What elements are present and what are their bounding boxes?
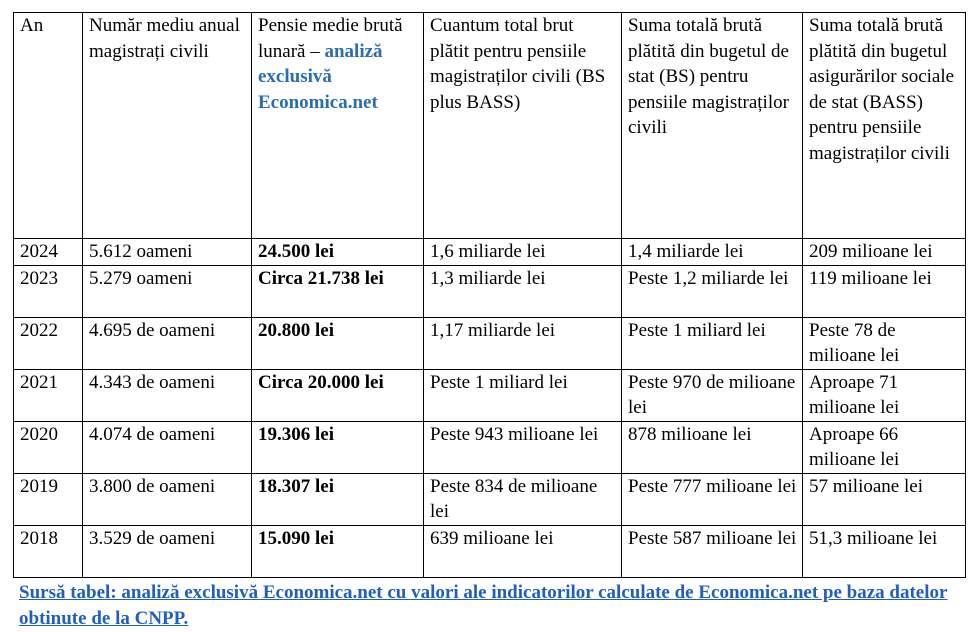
cell-social-insurance-budget: Aproape 66 milioane lei bbox=[803, 421, 966, 473]
cell-state-budget: Peste 1,2 miliarde lei bbox=[622, 265, 803, 317]
cell-year: 2018 bbox=[14, 525, 83, 577]
cell-average-pension: Circa 21.738 lei bbox=[252, 265, 424, 317]
table-header-row bbox=[14, 13, 966, 239]
table-row bbox=[14, 525, 966, 577]
cell-total-gross: 1,3 miliarde lei bbox=[424, 265, 622, 317]
cell-year: 2022 bbox=[14, 317, 83, 369]
cell-magistrates-count: 3.529 de oameni bbox=[83, 525, 252, 577]
header-social-insurance-budget bbox=[803, 13, 966, 239]
cell-average-pension: 18.307 lei bbox=[252, 473, 424, 525]
header-average-pension-accent: analiză exclusivă Economica.net bbox=[258, 40, 383, 113]
cell-year: 2024 bbox=[14, 239, 83, 266]
cell-social-insurance-budget: 57 milioane lei bbox=[803, 473, 966, 525]
header-magistrates-count bbox=[83, 13, 252, 239]
cell-total-gross: Peste 834 de milioane lei bbox=[424, 473, 622, 525]
header-state-budget bbox=[622, 13, 803, 239]
header-average-pension bbox=[252, 13, 424, 239]
header-magistrates-count-label: Număr mediu anual magistrați civili bbox=[89, 15, 240, 62]
cell-magistrates-count: 4.343 de oameni bbox=[83, 369, 252, 421]
cell-total-gross: 1,17 miliarde lei bbox=[424, 317, 622, 369]
cell-social-insurance-budget: Peste 78 de milioane lei bbox=[803, 317, 966, 369]
cell-total-gross: 639 milioane lei bbox=[424, 525, 622, 577]
cell-average-pension: 24.500 lei bbox=[252, 239, 424, 266]
table-row bbox=[14, 317, 966, 369]
table-row bbox=[14, 473, 966, 525]
cell-magistrates-count: 4.695 de oameni bbox=[83, 317, 252, 369]
cell-magistrates-count: 5.612 oameni bbox=[83, 239, 252, 266]
cell-average-pension: 20.800 lei bbox=[252, 317, 424, 369]
table-row bbox=[14, 421, 966, 473]
cell-social-insurance-budget: 51,3 milioane lei bbox=[803, 525, 966, 577]
cell-average-pension: 15.090 lei bbox=[252, 525, 424, 577]
cell-state-budget: 878 milioane lei bbox=[622, 421, 803, 473]
cell-average-pension: Circa 20.000 lei bbox=[252, 369, 424, 421]
cell-year: 2021 bbox=[14, 369, 83, 421]
cell-social-insurance-budget: 119 milioane lei bbox=[803, 265, 966, 317]
table-row bbox=[14, 265, 966, 317]
cell-social-insurance-budget: 209 milioane lei bbox=[803, 239, 966, 266]
cell-total-gross: 1,6 miliarde lei bbox=[424, 239, 622, 266]
cell-magistrates-count: 5.279 oameni bbox=[83, 265, 252, 317]
cell-total-gross: Peste 943 milioane lei bbox=[424, 421, 622, 473]
cell-state-budget: Peste 587 milioane lei bbox=[622, 525, 803, 577]
cell-state-budget: Peste 970 de milioane lei bbox=[622, 369, 803, 421]
cell-magistrates-count: 4.074 de oameni bbox=[83, 421, 252, 473]
source-note-link[interactable]: Sursă tabel: analiză exclusivă Economica.net cu valori ale indicatorilor calculate de Economica.net pe baza datelor obtinute de la CNPP. bbox=[19, 582, 948, 629]
header-average-pension-label: Pensie medie brută lunară – bbox=[258, 15, 403, 62]
magistrates-pensions-table bbox=[13, 12, 966, 578]
header-year bbox=[14, 13, 83, 239]
cell-year: 2023 bbox=[14, 265, 83, 317]
header-total-gross bbox=[424, 13, 622, 239]
table-row bbox=[14, 369, 966, 421]
table-row bbox=[14, 239, 966, 266]
cell-state-budget: Peste 777 milioane lei bbox=[622, 473, 803, 525]
header-total-gross-label: Cuantum total brut plătit pentru pensiile magistraților civili (BS plus BASS) bbox=[430, 15, 606, 113]
cell-total-gross: Peste 1 miliard lei bbox=[424, 369, 622, 421]
header-social-insurance-budget-label: Suma totală brută plătită din bugetul asigurărilor sociale de stat (BASS) pentru pensiile magistraților civili bbox=[809, 15, 955, 164]
cell-year: 2020 bbox=[14, 421, 83, 473]
cell-year: 2019 bbox=[14, 473, 83, 525]
cell-magistrates-count: 3.800 de oameni bbox=[83, 473, 252, 525]
header-year-label: An bbox=[20, 15, 44, 36]
header-state-budget-label: Suma totală brută plătită din bugetul de stat (BS) pentru pensiile magistraților civili bbox=[628, 15, 789, 138]
cell-social-insurance-budget: Aproape 71 milioane lei bbox=[803, 369, 966, 421]
cell-state-budget: 1,4 miliarde lei bbox=[622, 239, 803, 266]
cell-average-pension: 19.306 lei bbox=[252, 421, 424, 473]
cell-state-budget: Peste 1 miliard lei bbox=[622, 317, 803, 369]
